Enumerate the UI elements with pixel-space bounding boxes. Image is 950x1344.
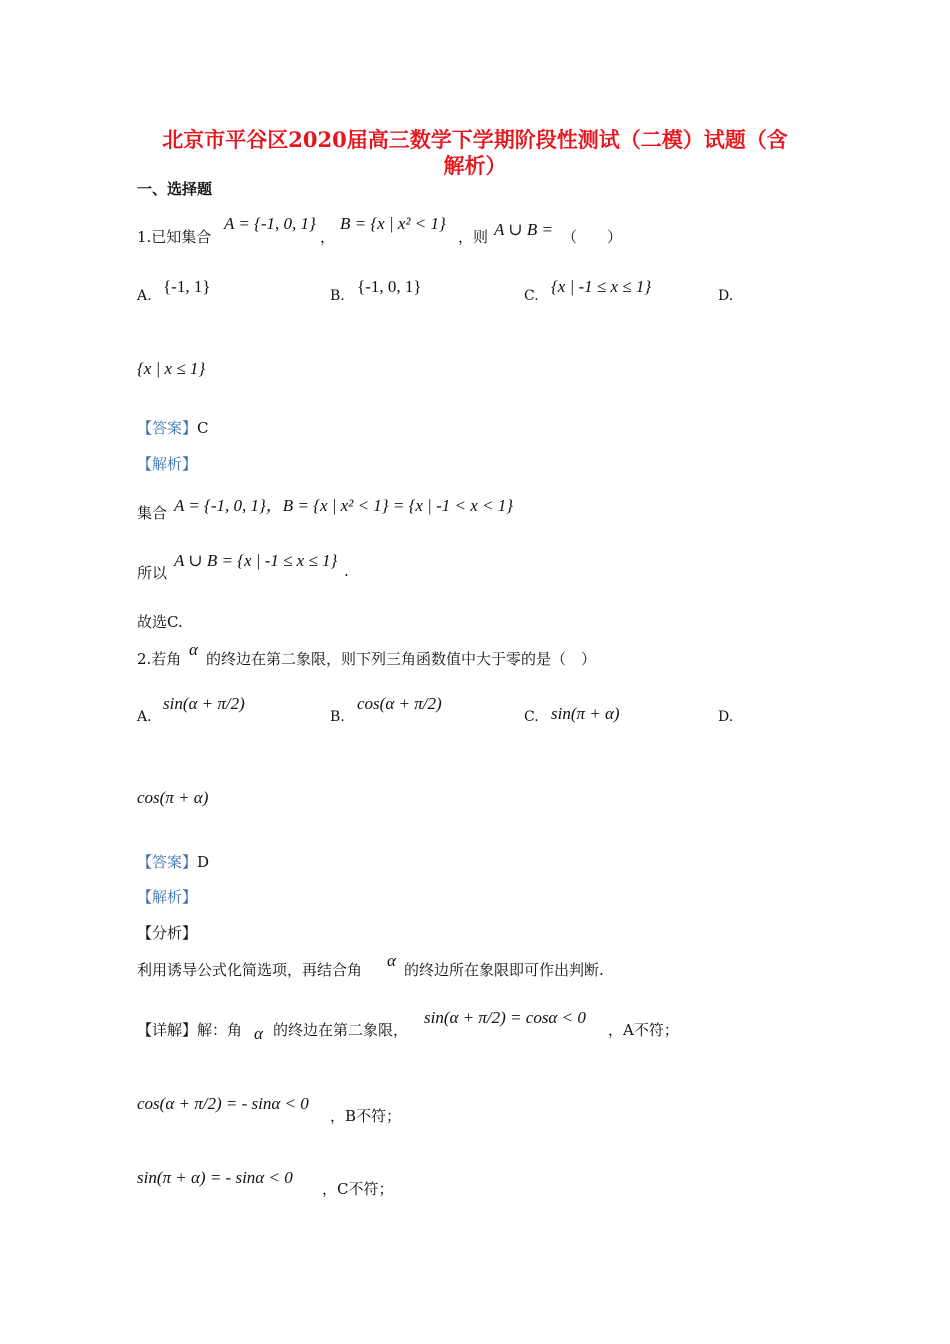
q1-option-c-label: C. bbox=[524, 288, 539, 304]
q1-option-a-value: {-1, 1} bbox=[163, 277, 211, 296]
q1-comma: ， bbox=[320, 228, 336, 246]
q1-blank: （ ） bbox=[562, 228, 623, 246]
q1-solution-prefix: 集合 bbox=[137, 504, 168, 522]
q2-option-b-label: B. bbox=[330, 709, 345, 725]
q1-option-b-label: B. bbox=[330, 288, 345, 304]
q1-option-a-label: A. bbox=[137, 288, 152, 304]
q1-conclusion-end: . bbox=[344, 562, 349, 580]
q2-option-a-label: A. bbox=[137, 709, 152, 725]
q1-set-b: B = {x | x² < 1} bbox=[340, 214, 446, 233]
q2-detail-b: 的终边在第二象限， bbox=[273, 1021, 409, 1039]
q1-set-a: A = {-1, 0, 1} bbox=[224, 214, 316, 233]
q2-case-b-end: ，B不符； bbox=[330, 1107, 402, 1125]
q2-detail-line: 【详解】解：角 bbox=[137, 1021, 243, 1039]
q1-conclusion-math: A ∪ B = {x | -1 ≤ x ≤ 1} bbox=[174, 551, 338, 570]
q1-solution-sets: A = {-1, 0, 1}，B = {x | x² < 1} = {x | -1 < x < 1} bbox=[174, 496, 514, 515]
q1-option-d-label: D. bbox=[718, 288, 734, 304]
q2-alpha: α bbox=[189, 640, 198, 659]
q2-option-d-label: D. bbox=[718, 709, 734, 725]
q1-answer-line: 【答案】C bbox=[137, 419, 209, 437]
q2-case-a-end: ，A不符； bbox=[608, 1021, 679, 1039]
section-heading: 一、选择题 bbox=[137, 180, 213, 198]
q1-option-b-value: {-1, 0, 1} bbox=[357, 277, 422, 296]
q2-fenxi-alpha: α bbox=[387, 951, 396, 970]
q1-option-d-value: {x | x ≤ 1} bbox=[137, 359, 206, 378]
q2-fenxi-text-a: 利用诱导公式化简选项，再结合角 bbox=[137, 961, 363, 979]
q1-answer-value: C bbox=[197, 419, 209, 437]
q2-case-c-end: ，C不符； bbox=[322, 1180, 394, 1198]
q2-answer-value: D bbox=[197, 853, 210, 871]
q2-option-d-value: cos(π + α) bbox=[137, 788, 209, 807]
q2-option-b-value: cos(α + π/2) bbox=[357, 694, 442, 713]
q2-option-a-value: sin(α + π/2) bbox=[163, 694, 245, 713]
q2-analysis-heading: 【解析】 bbox=[137, 888, 198, 906]
document-title-line2: 解析） bbox=[443, 153, 507, 178]
q2-answer-tag: 答案 bbox=[152, 853, 183, 871]
q2-case-c-math: sin(π + α) = - sinα < 0 bbox=[137, 1168, 293, 1187]
q2-fenxi-heading: 【分析】 bbox=[137, 924, 198, 942]
q2-answer-line: 【答案】D bbox=[137, 853, 210, 871]
document-title-line1: 北京市平谷区2020届高三数学下学期阶段性测试（二模）试题（含 bbox=[162, 127, 788, 152]
q2-option-c-label: C. bbox=[524, 709, 539, 725]
q1-analysis-heading: 【解析】 bbox=[137, 455, 198, 473]
q2-option-c-value: sin(π + α) bbox=[551, 704, 620, 723]
q2-stem: 的终边在第二象限，则下列三角函数值中大于零的是（ ） bbox=[206, 650, 597, 668]
q2-case-b-math: cos(α + π/2) = - sinα < 0 bbox=[137, 1094, 309, 1113]
q2-prefix: 2.若角 bbox=[137, 650, 182, 668]
q2-detail-tag: 详解 bbox=[152, 1021, 183, 1039]
q1-answer-tag: 答案 bbox=[152, 419, 183, 437]
q1-prefix: 1.已知集合 bbox=[137, 228, 212, 246]
q1-conclusion-prefix: 所以 bbox=[137, 564, 168, 582]
q1-union-expr: A ∪ B = bbox=[494, 220, 553, 239]
q1-then: ，则 bbox=[458, 228, 489, 246]
q2-fenxi-text-b: 的终边所在象限即可作出判断. bbox=[404, 961, 604, 979]
q1-final-choice: 故选C. bbox=[137, 613, 183, 631]
q1-option-c-value: {x | -1 ≤ x ≤ 1} bbox=[551, 277, 652, 296]
q2-detail-alpha: α bbox=[254, 1024, 263, 1043]
q2-case-a-math: sin(α + π/2) = cosα < 0 bbox=[424, 1008, 586, 1027]
